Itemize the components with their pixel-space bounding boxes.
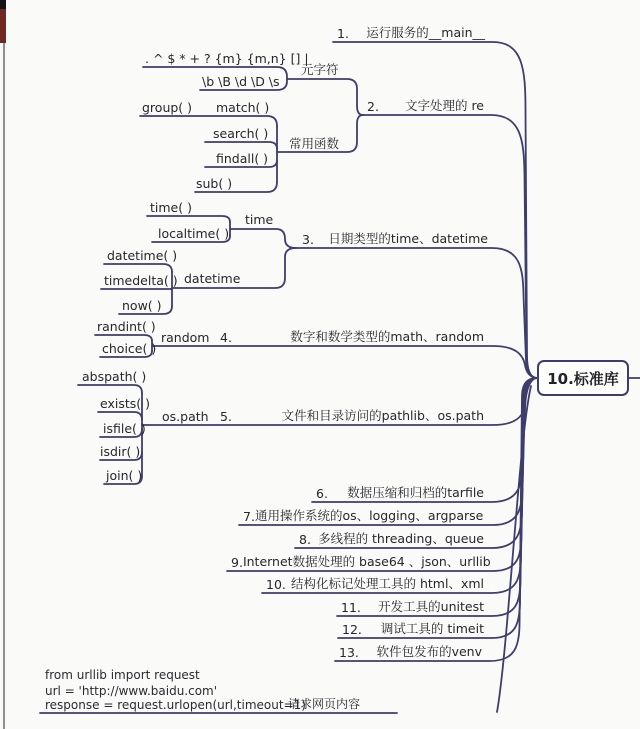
branch-item-10[interactable] — [266, 576, 484, 592]
node-regex-metachars[interactable]: . ^ $ * + ? {m} {m,n} [] | — [145, 51, 309, 66]
node-exists-fn[interactable]: exists( ) — [100, 396, 150, 411]
branch-label: 文字处理的 re — [404, 98, 484, 113]
code-line-2[interactable]: url = 'http://www.baidu.com' — [45, 684, 218, 698]
node-sub-fn[interactable]: sub( ) — [196, 176, 233, 191]
branch-label: 通用操作系统的os、logging、argparse — [254, 508, 484, 523]
branch-item-12[interactable] — [342, 621, 484, 637]
node-time-module[interactable]: time — [245, 212, 274, 227]
branch-label: 数据压缩和归档的tarfile — [347, 485, 484, 500]
branch-label: 数字和数学类型的math、random — [290, 329, 484, 344]
branch-number: 1. — [337, 26, 349, 41]
branch-item-11[interactable] — [341, 599, 484, 615]
node-ospath-module[interactable]: os.path — [162, 409, 209, 424]
branch-number: 10. — [266, 577, 286, 592]
branch-label: 开发工具的unitest — [378, 599, 484, 614]
branch-item-4[interactable] — [220, 329, 484, 345]
branch-number: 12. — [342, 622, 362, 637]
node-search-fn[interactable]: search( ) — [213, 126, 269, 141]
node-join-fn[interactable]: join( ) — [106, 468, 143, 483]
edge-black-mark — [0, 0, 6, 9]
page-edge-line — [3, 0, 5, 729]
branch-item-6[interactable] — [316, 485, 484, 501]
branch-item-5[interactable] — [220, 408, 484, 424]
node-datetime-fn[interactable]: datetime( ) — [107, 248, 178, 263]
branch-item-9[interactable] — [231, 554, 491, 570]
branch-item-3[interactable] — [302, 231, 488, 247]
branch-label: 多线程的 threading、queue — [318, 531, 484, 546]
node-group-fn[interactable]: group( ) — [142, 100, 193, 115]
branch-number: 8. — [299, 532, 311, 547]
node-metachar-group[interactable]: 元字符 — [301, 62, 339, 77]
branch-item-1[interactable] — [337, 25, 485, 41]
branch-number: 4. — [220, 330, 232, 345]
node-random-module[interactable]: random — [161, 330, 210, 345]
node-regex-classes[interactable]: \b \B \d \D \s — [202, 74, 280, 89]
code-line-1[interactable]: from urllib import request — [45, 668, 200, 682]
branch-number: 2. — [367, 99, 379, 114]
branch-label: Internet数据处理的 base64 、json、urllib — [242, 554, 491, 569]
branch-number: 3. — [302, 232, 314, 247]
branch-item-8[interactable] — [299, 531, 484, 547]
branch-label: 文件和目录访问的pathlib、os.path — [281, 408, 484, 423]
edge-red-mark — [0, 9, 6, 43]
node-findall-fn[interactable]: findall( ) — [216, 151, 269, 166]
branch-label: 软件包发布的venv — [376, 644, 482, 659]
code-note-label[interactable]: 请求网页内容 — [288, 697, 361, 711]
node-localtime-fn[interactable]: localtime( ) — [158, 226, 230, 241]
branch-label: 结构化标记处理工具的 html、xml — [291, 576, 484, 591]
root-label: 10.标准库 — [547, 369, 619, 388]
node-datetime-module[interactable]: datetime — [184, 271, 241, 286]
branch-number: 9. — [231, 555, 243, 570]
branch-number: 6. — [316, 486, 328, 501]
code-line-3[interactable]: response = request.urlopen(url,timeout=1) — [45, 698, 306, 712]
branch-label: 运行服务的__main__ — [366, 25, 485, 40]
branch-number: 11. — [341, 600, 361, 615]
branch-item-13[interactable] — [339, 644, 482, 660]
node-now-fn[interactable]: now( ) — [122, 298, 162, 313]
branch-number: 7. — [243, 509, 255, 524]
branch-number: 13. — [339, 645, 359, 660]
node-time-fn[interactable]: time( ) — [150, 200, 192, 215]
branch-item-2[interactable] — [367, 98, 484, 114]
root-node[interactable] — [537, 360, 629, 396]
node-isfile-fn[interactable]: isfile( ) — [103, 421, 146, 436]
branch-label: 日期类型的time、datetime — [328, 231, 488, 246]
node-choice-fn[interactable]: choice( ) — [102, 341, 157, 356]
node-timedelta-fn[interactable]: timedelta( ) — [104, 273, 178, 288]
node-randint-fn[interactable]: randint( ) — [97, 319, 156, 334]
branch-item-7[interactable] — [243, 508, 483, 524]
node-common-funcs[interactable]: 常用函数 — [289, 136, 340, 151]
branch-label: 调试工具的 timeit — [380, 621, 484, 636]
node-match-fn[interactable]: match( ) — [216, 100, 270, 115]
branch-number: 5. — [220, 409, 232, 424]
node-isdir-fn[interactable]: isdir( ) — [100, 444, 141, 459]
node-abspath-fn[interactable]: abspath( ) — [82, 369, 147, 384]
